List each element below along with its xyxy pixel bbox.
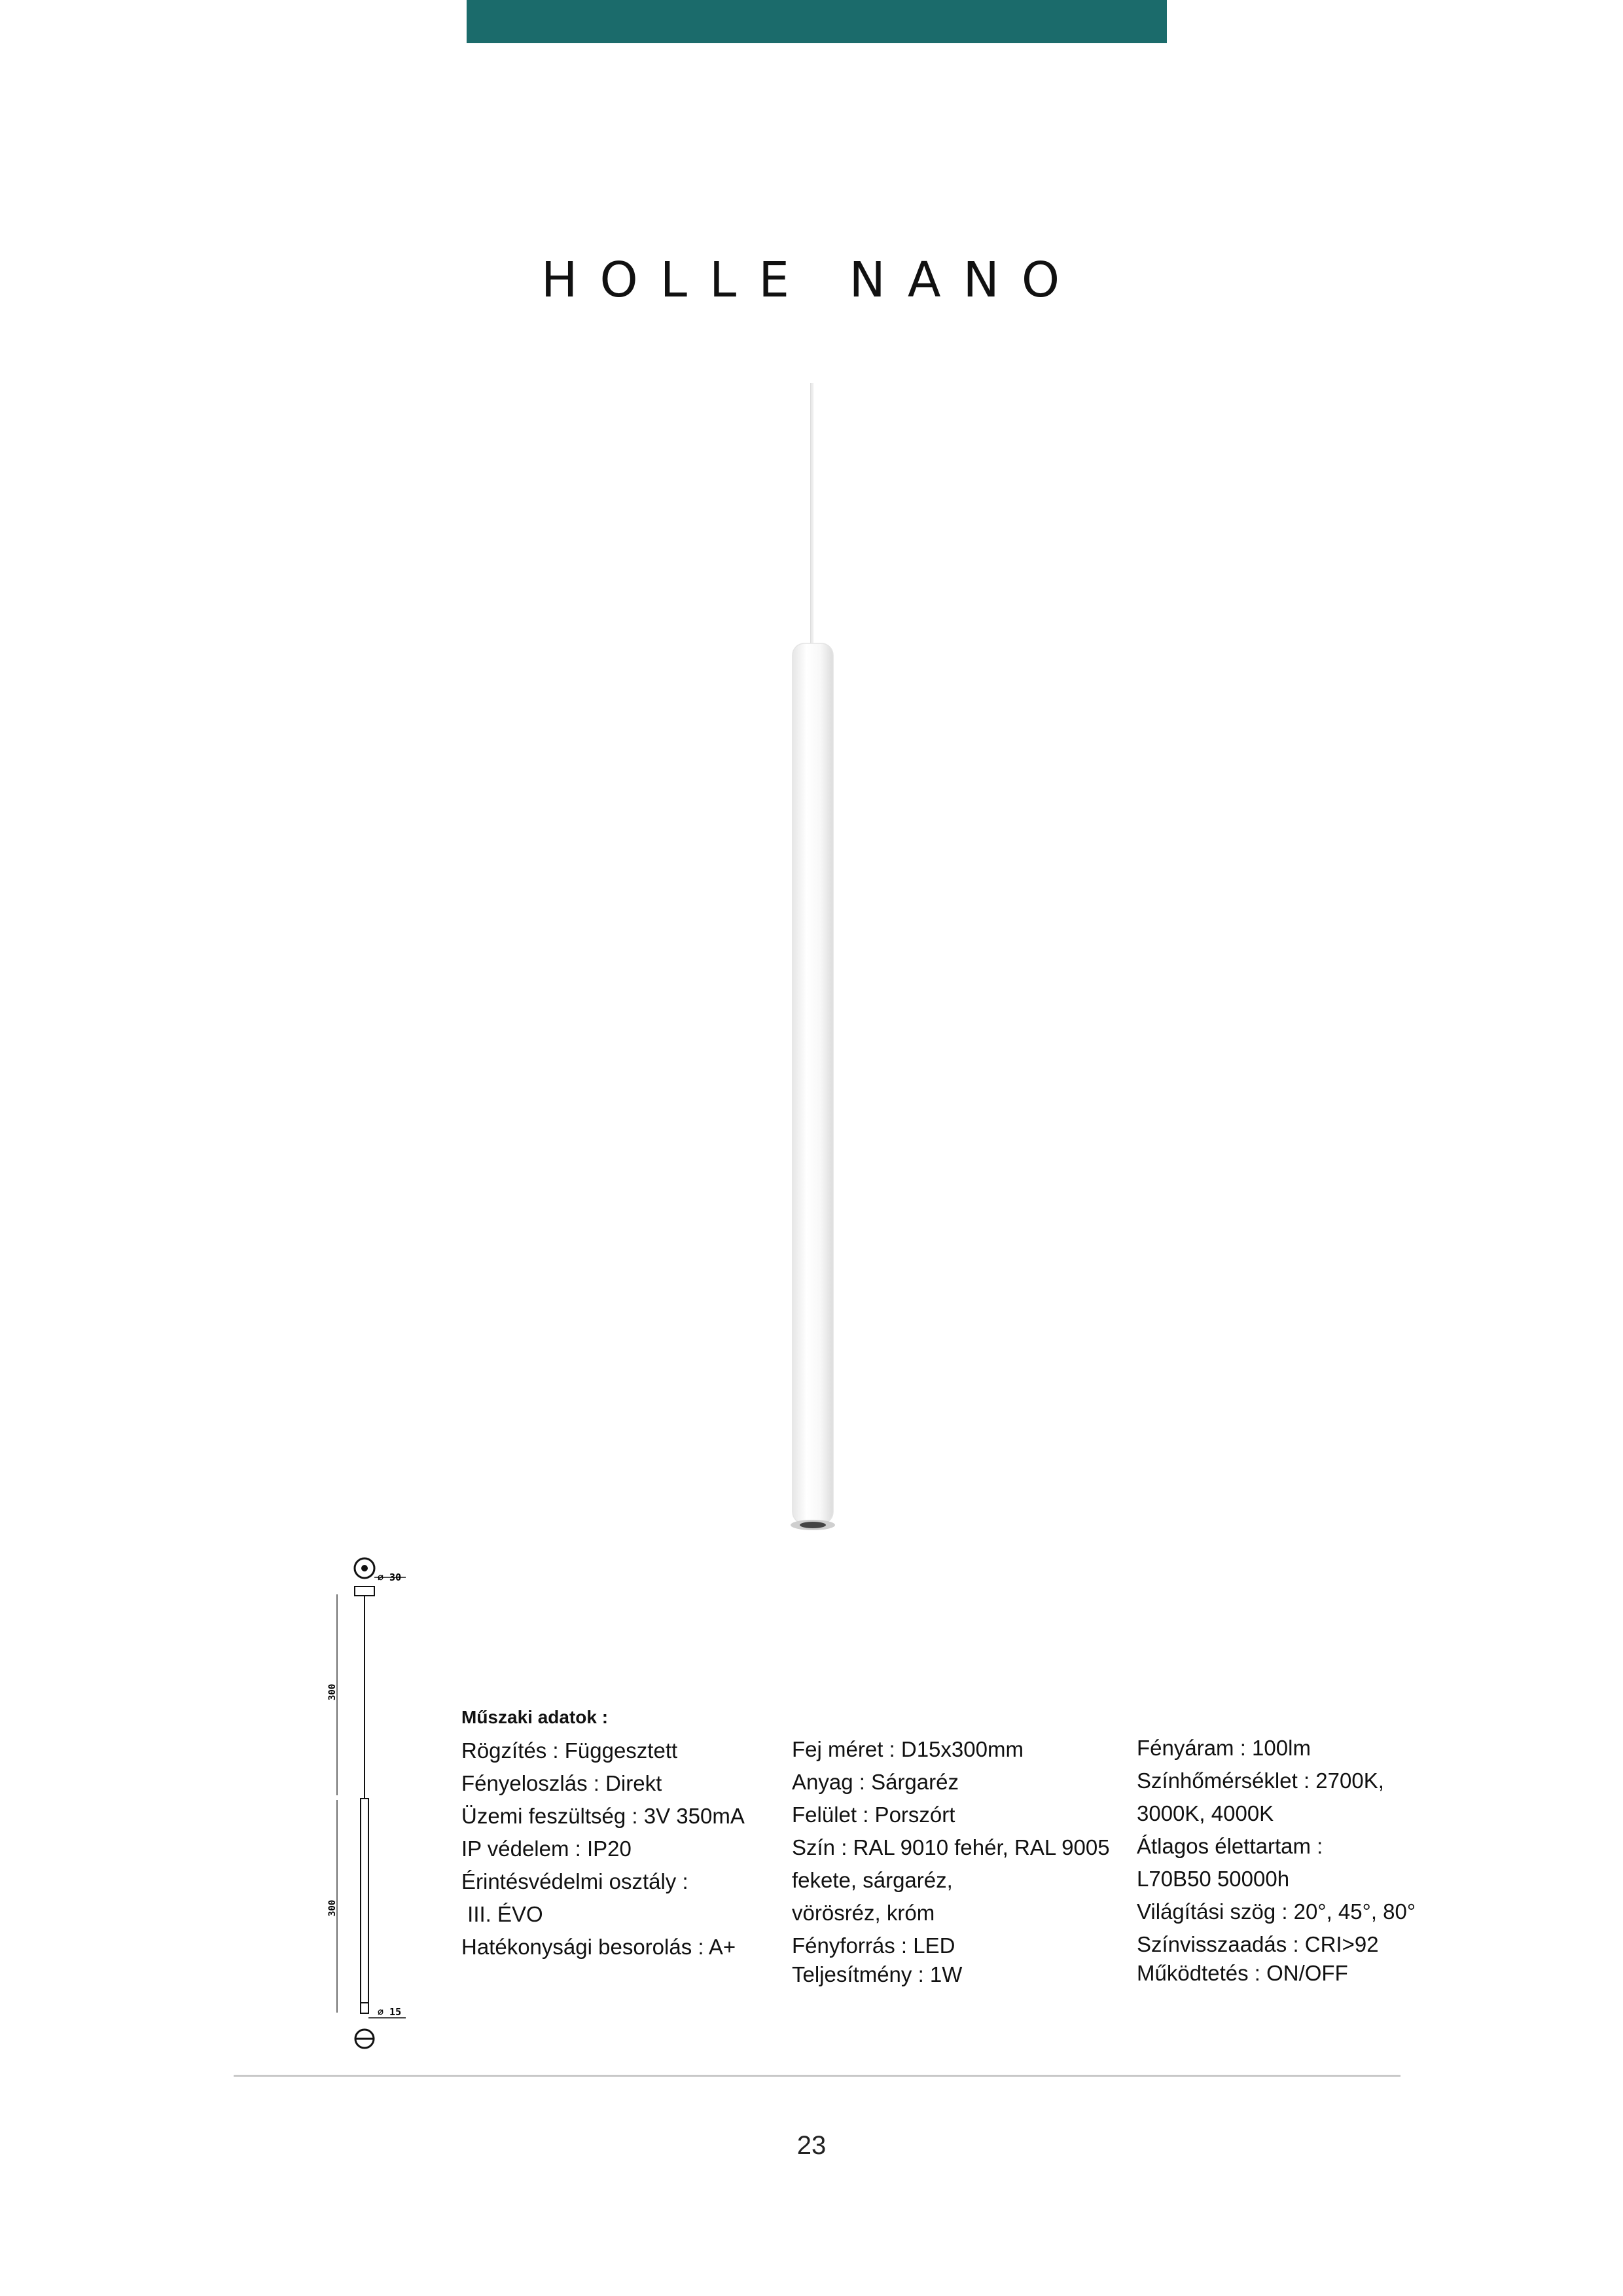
spec-line: Üzemi feszültség : 3V 350mA xyxy=(461,1804,745,1828)
dim-body-length: 300 xyxy=(327,1899,338,1916)
dim-bottom-diameter: ⌀ 15 xyxy=(378,2006,402,2018)
spec-line: Működtetés : ON/OFF xyxy=(1137,1961,1348,1985)
specs-column-1 xyxy=(461,1700,745,1964)
specs-column-2 xyxy=(792,1733,1110,1991)
spec-line: Érintésvédelmi osztály : xyxy=(461,1869,688,1893)
specs-heading: Műszaki adatok : xyxy=(461,1707,609,1727)
dim-cable-length: 300 xyxy=(327,1683,338,1700)
spec-line: vörösréz, króm xyxy=(792,1901,935,1925)
spec-line: Fényeloszlás : Direkt xyxy=(461,1771,662,1795)
page-number: 23 xyxy=(796,2131,827,2160)
header-accent-bar xyxy=(467,0,1167,43)
product-title: HOLLE NANO xyxy=(541,251,1082,308)
spec-line: Színhőmérséklet : 2700K, xyxy=(1137,1768,1384,1793)
spec-line: Átlagos élettartam : xyxy=(1137,1834,1323,1858)
footer-divider xyxy=(234,2075,1400,2077)
spec-line: Anyag : Sárgaréz xyxy=(792,1770,959,1794)
spec-line: fekete, sárgaréz, xyxy=(792,1868,953,1892)
dim-top-diameter: ⌀ 30 xyxy=(378,1571,402,1583)
bottom-view-icon xyxy=(355,2030,374,2048)
spec-line: IP védelem : IP20 xyxy=(461,1837,632,1861)
spec-line: Teljesítmény : 1W xyxy=(792,1962,963,1986)
top-view-icon xyxy=(355,1558,374,1578)
spec-line: Hatékonysági besorolás : A+ xyxy=(461,1935,736,1959)
spec-line: L70B50 50000h xyxy=(1137,1867,1290,1891)
spec-line: Fényáram : 100lm xyxy=(1137,1736,1311,1760)
spec-line: Színvisszaadás : CRI>92 xyxy=(1137,1932,1379,1956)
product-image xyxy=(753,383,870,1541)
spec-line: Szín : RAL 9010 fehér, RAL 9005 xyxy=(792,1835,1110,1859)
spec-line: Rögzítés : Függesztett xyxy=(461,1738,678,1763)
technical-drawing xyxy=(314,1551,432,2055)
specs-column-3 xyxy=(1137,1732,1416,1990)
spec-line: III. ÉVO xyxy=(461,1902,543,1926)
spec-line: Világítási szög : 20°, 45°, 80° xyxy=(1137,1899,1416,1924)
spec-line: Fej méret : D15x300mm xyxy=(792,1737,1024,1761)
spec-line: 3000K, 4000K xyxy=(1137,1801,1274,1825)
spec-line: Fényforrás : LED xyxy=(792,1933,955,1958)
spec-line: Felület : Porszórt xyxy=(792,1803,955,1827)
